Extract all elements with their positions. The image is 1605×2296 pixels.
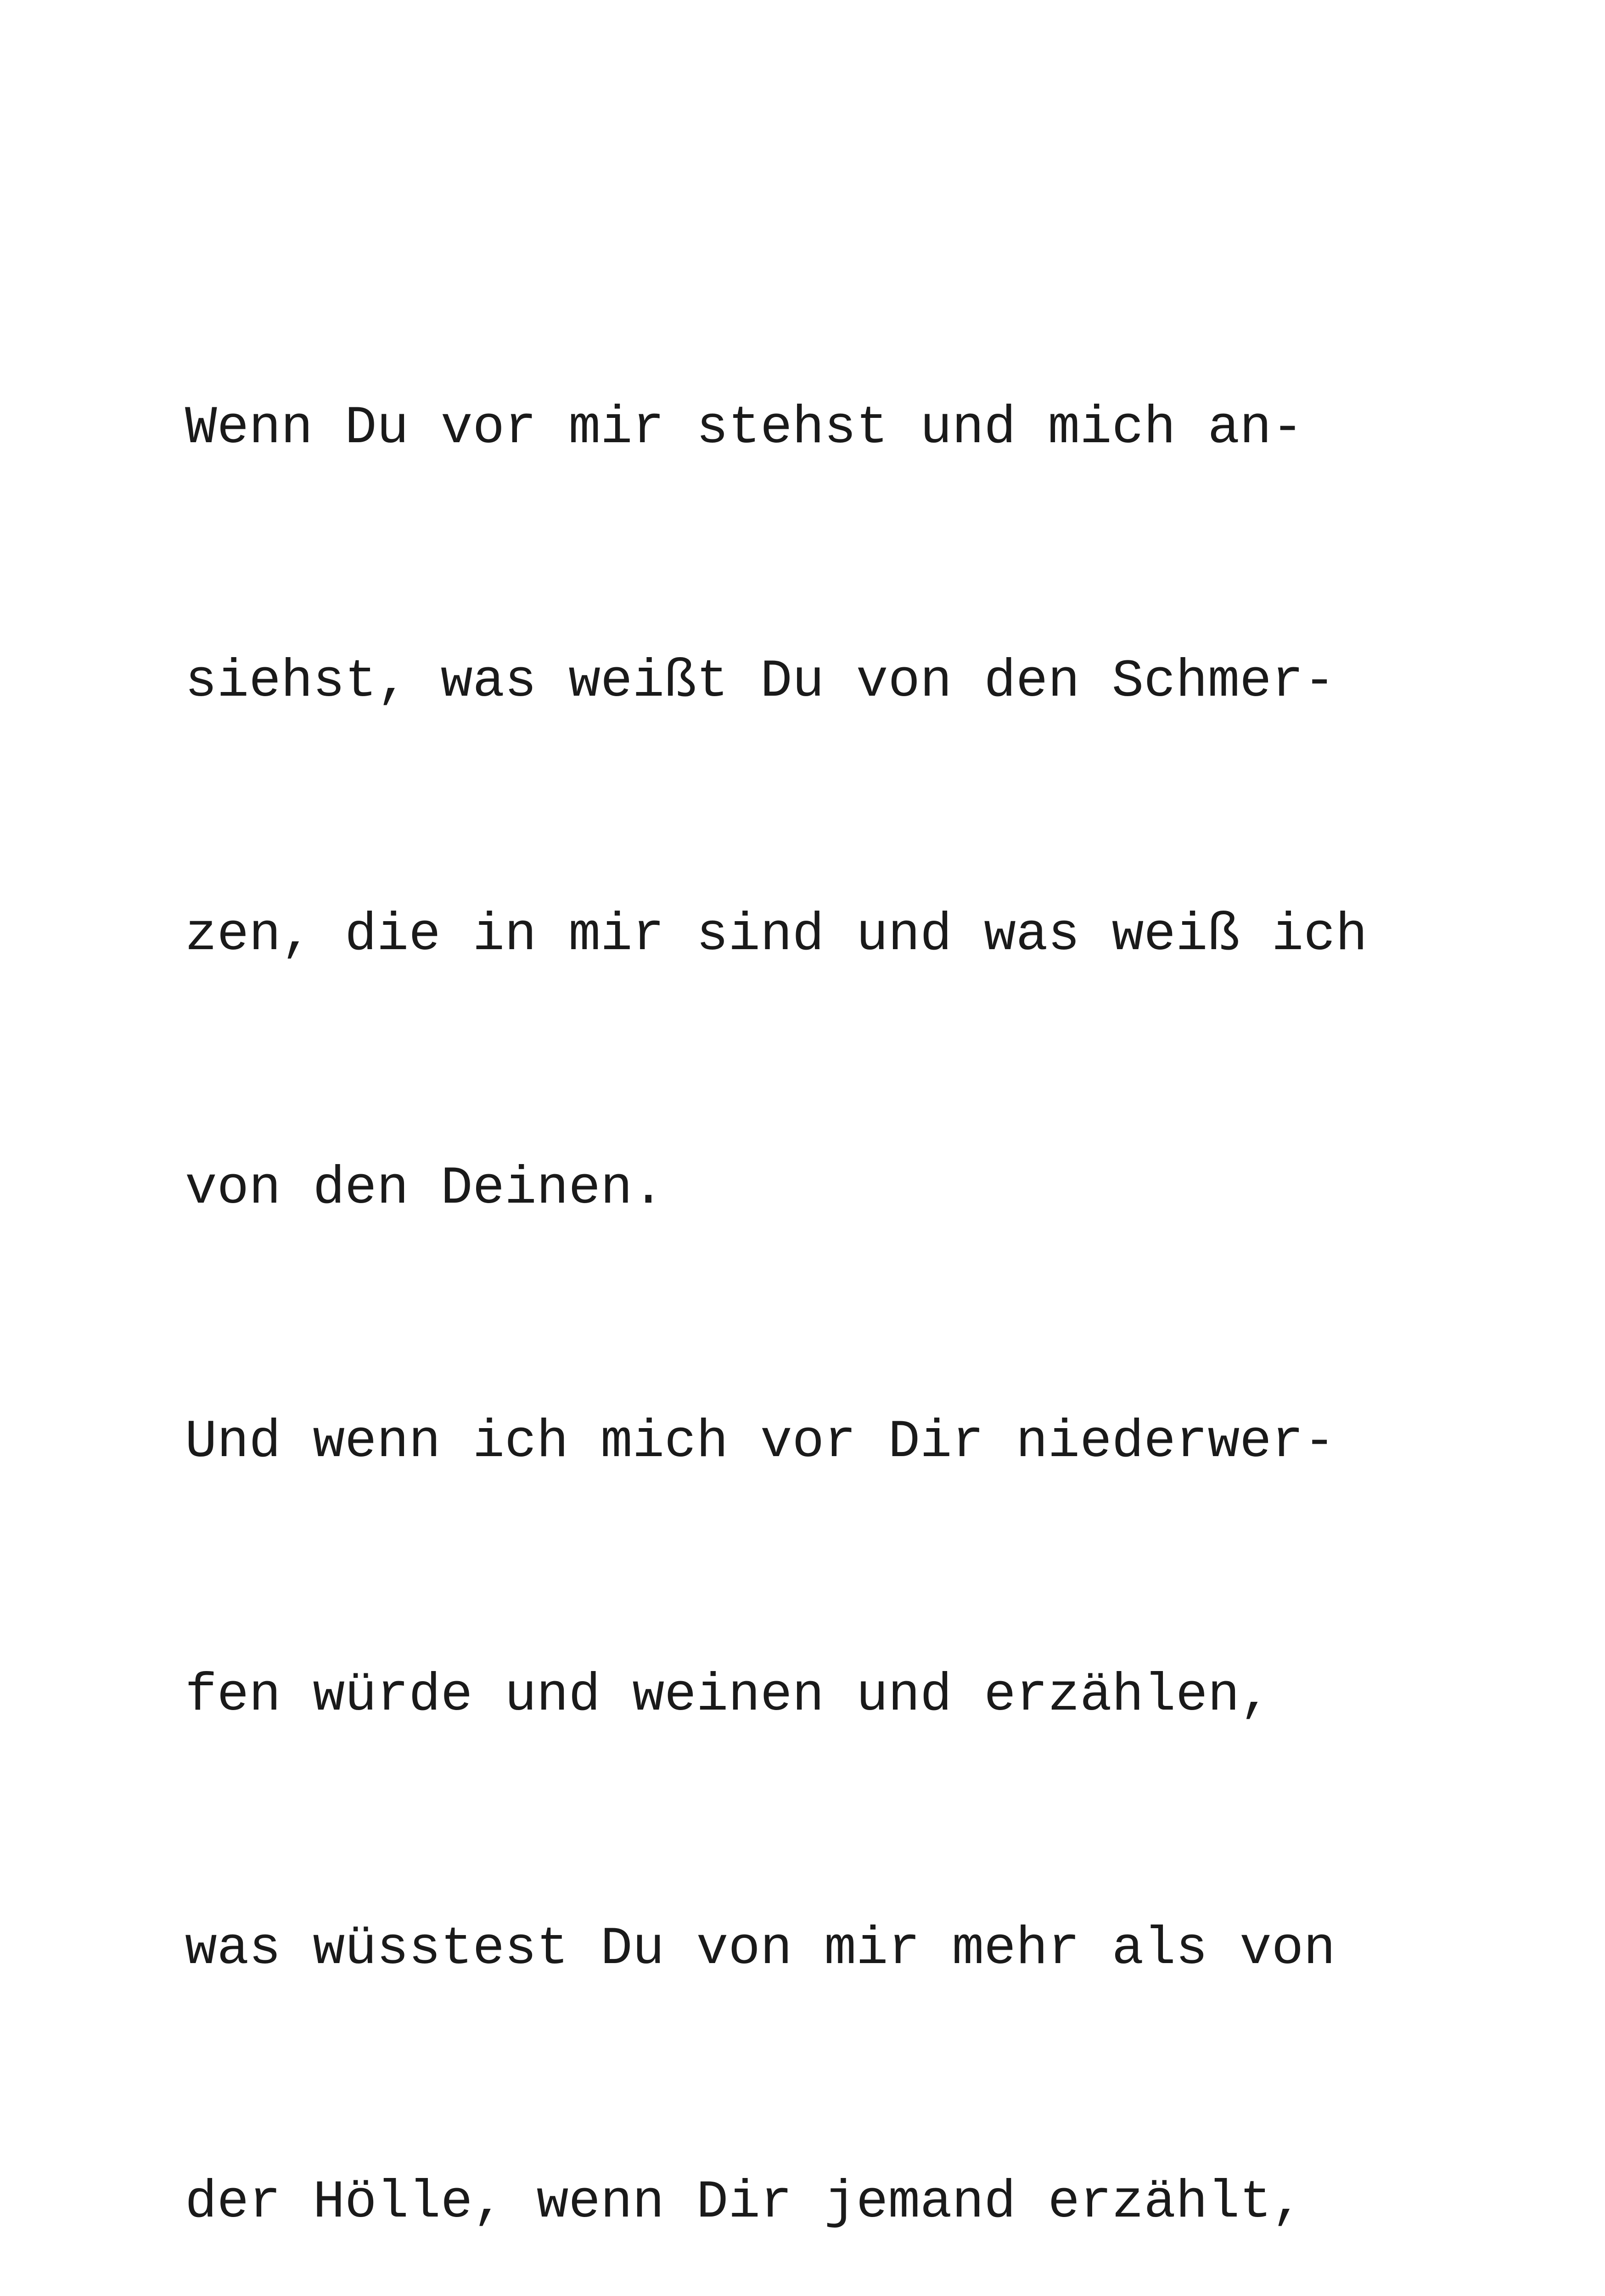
quote-text — [185, 217, 1516, 2296]
quote-line: Wenn Du vor mir stehst und mich an- — [185, 398, 1304, 458]
quote-line: Und wenn ich mich vor Dir niederwer- — [185, 1412, 1336, 1472]
quote-line: der Hölle, wenn Dir jemand erzählt, — [185, 2172, 1304, 2233]
quote-line: zen, die in mir sind und was weiß ich — [185, 905, 1368, 965]
quote-line: was wüsstest Du von mir mehr als von — [185, 1919, 1336, 1979]
quote-line: von den Deinen. — [185, 1158, 665, 1219]
quote-line: fen würde und weinen und erzählen, — [185, 1665, 1272, 1726]
quote-line: siehst, was weißt Du von den Schmer- — [185, 651, 1336, 712]
